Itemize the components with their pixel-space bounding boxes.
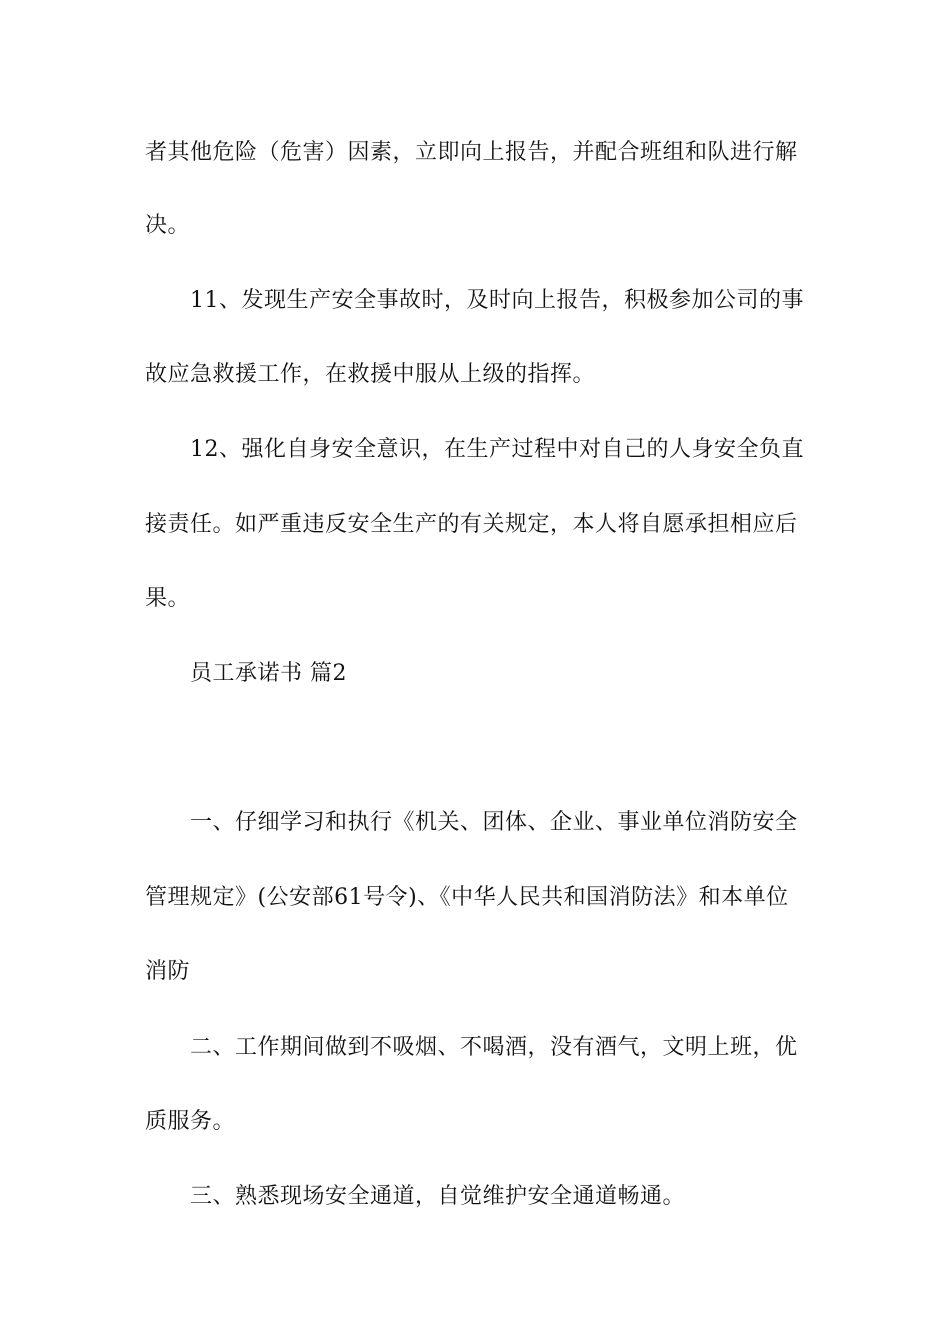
item-2-line-1: 二、工作期间做到不吸烟、不喝酒，没有酒气，文明上班，优 [190, 1035, 798, 1060]
item-1-line-3: 消防 [145, 959, 191, 984]
paragraph-11-line-2: 故应急救援工作，在救援中服从上级的指挥。 [145, 362, 596, 387]
paragraph-11-line-1: 11、发现生产安全事故时，及时向上报告，积极参加公司的事 [190, 288, 804, 313]
paragraph-12-line-1: 12、强化自身安全意识，在生产过程中对自己的人身安全负直 [190, 437, 804, 462]
paragraph-10-line-2: 决。 [145, 213, 191, 238]
item-2-line-2: 质服务。 [145, 1109, 236, 1134]
item-1-line-1: 一、仔细学习和执行《机关、团体、企业、事业单位消防安全 [190, 810, 798, 835]
paragraph-12-line-2: 接责任。如严重违反安全生产的有关规定，本人将自愿承担相应后 [145, 512, 798, 537]
section-heading: 员工承诺书 篇2 [190, 661, 347, 686]
item-3-line-1: 三、熟悉现场安全通道，自觉维护安全通道畅通。 [190, 1184, 686, 1209]
paragraph-10-line-1: 者其他危险（危害）因素，立即向上报告，并配合班组和队进行解 [145, 140, 798, 165]
item-1-line-2: 管理规定》(公安部61号令)、《中华人民共和国消防法》和本单位 [145, 885, 789, 910]
paragraph-12-line-3: 果。 [145, 586, 191, 611]
